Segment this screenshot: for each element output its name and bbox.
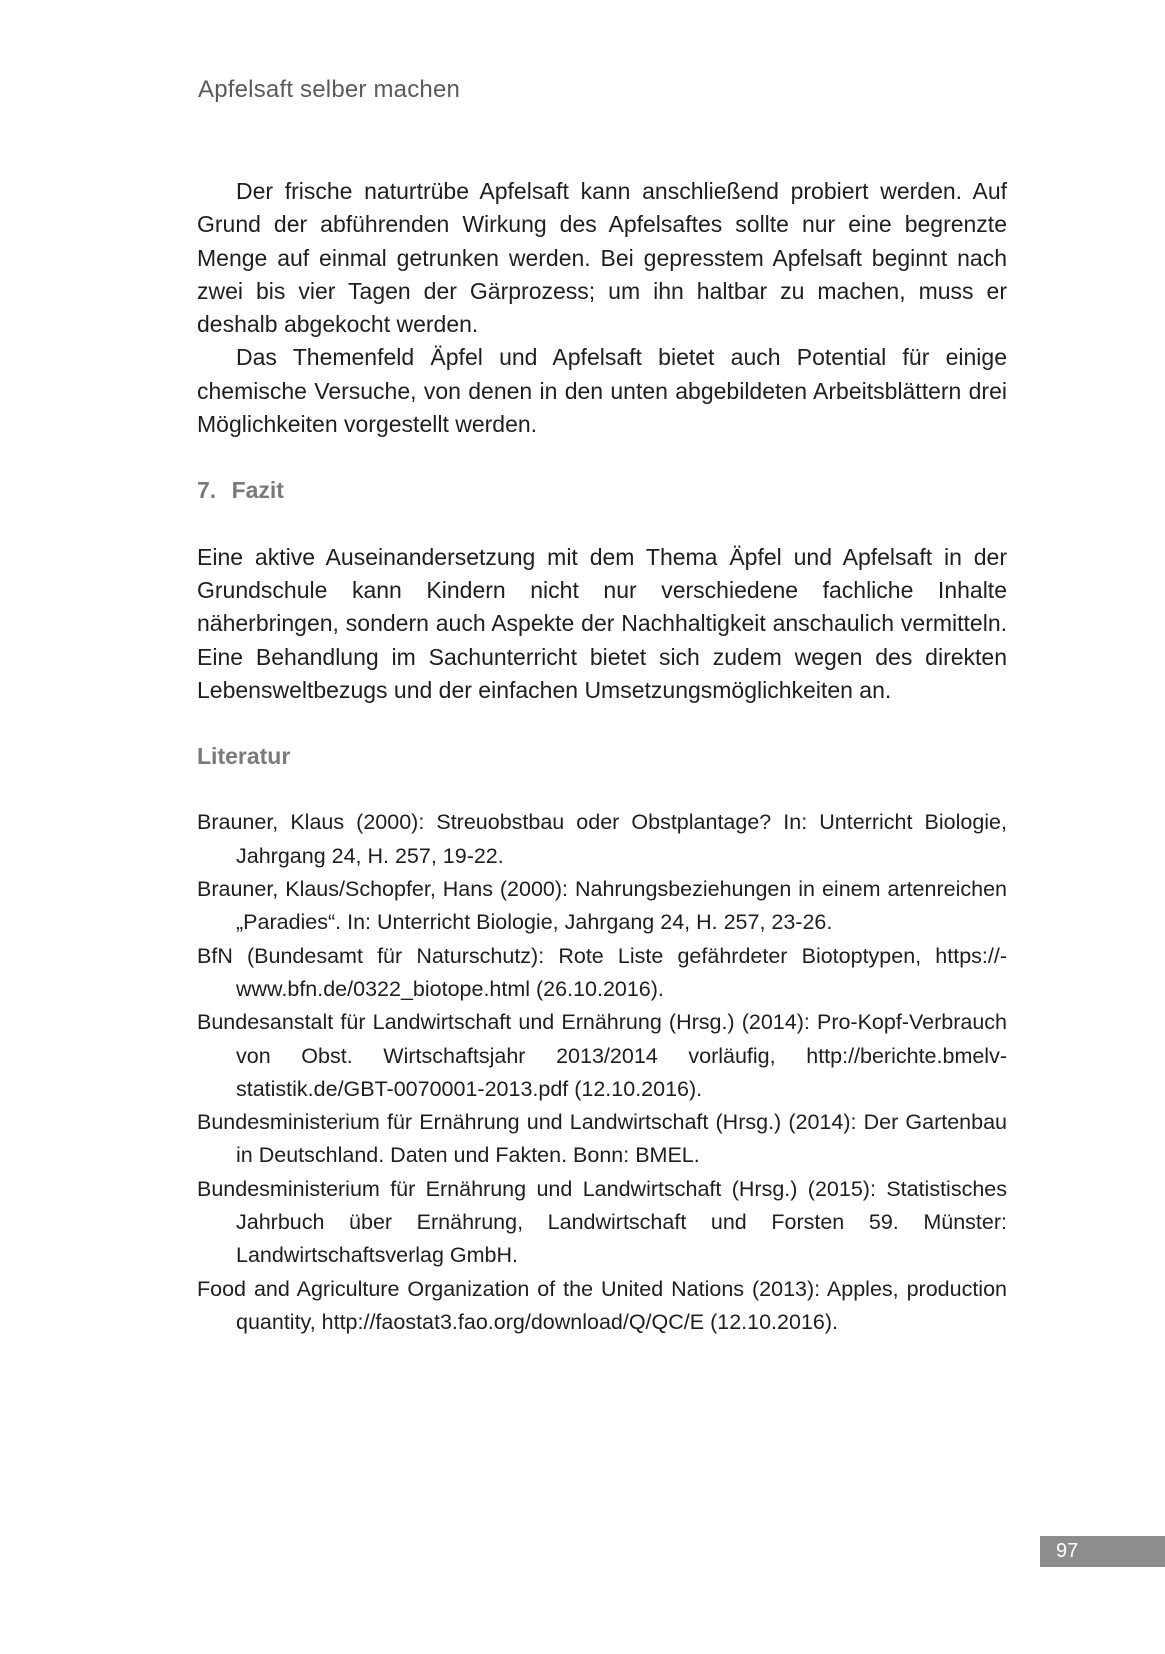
section-fazit xyxy=(197,541,1007,707)
reference-item: Brauner, Klaus (2000): Streuobstbau oder Obstplantage? In: Unterricht Biologie, Jahrgang 24, H. 257, 19-22. xyxy=(197,810,1007,868)
reference-item: Bundesministerium für Ernährung und Landwirtschaft (Hrsg.) (2015): Statistisches Jahrbuch über Ernährung, Landwirtschaft und Forsten 59. Münster: Landwirtschaftsverlag GmbH. xyxy=(197,1176,1007,1268)
paragraph: Das Themenfeld Äpfel und Apfelsaft bietet auch Potential für einige chemische Versuche, von denen in den unten abgebildeten Arbeitsblättern drei Möglichkeiten vorgestellt werden. xyxy=(197,344,1007,438)
page-number: 97 xyxy=(1040,1536,1165,1567)
section-number: 7. xyxy=(197,477,217,504)
page-content xyxy=(197,175,1007,1339)
reference-item: Brauner, Klaus/Schopfer, Hans (2000): Nahrungsbeziehungen in einem artenreichen „Paradies“. In: Unterricht Biologie, Jahrgang 24, H. 257, 23-26. xyxy=(197,877,1007,935)
reference-item: BfN (Bundesamt für Naturschutz): Rote Liste gefährdeter Biotoptypen, https://www.bfn.de/0322_biotope.html (26.10.2016). xyxy=(197,943,1007,1001)
reference-item: Bundesministerium für Ernährung und Landwirtschaft (Hrsg.) (2014): Der Gartenbau in Deutschland. Daten und Fakten. Bonn: BMEL. xyxy=(197,1110,1007,1168)
section-heading-fazit xyxy=(197,474,1007,507)
reference-item: Food and Agriculture Organization of the United Nations (2013): Apples, production quantity, http://faostat3.fao.org/download/Q/QC/E (12.10.2016). xyxy=(197,1276,1007,1334)
section-title: Fazit xyxy=(231,477,284,504)
section-intro xyxy=(197,175,1007,441)
paragraph: Der frische naturtrübe Apfelsaft kann anschließend probiert werden. Auf Grund der abführenden Wirkung des Apfelsaftes sollte nur eine begrenzte Menge auf einmal getrunken werden. Bei gepresstem Apfelsaft beginnt nach zwei bis vier Tagen der Gärprozess; um ihn haltbar zu machen, muss er deshalb abgekocht werden. xyxy=(197,178,1007,338)
reference-item: Bundesanstalt für Landwirtschaft und Ernährung (Hrsg.) (2014): Pro-Kopf-Verbrauch von Obst. Wirtschaftsjahr 2013/2014 vorläufig, http://berichte.bmelv-statistik.de/GBT-0070001-2013.pdf (12.10.2016). xyxy=(197,1010,1007,1101)
running-head: Apfelsaft selber machen xyxy=(198,76,461,103)
paragraph: Eine aktive Auseinandersetzung mit dem Thema Äpfel und Apfelsaft in der Grundschule kann Kindern nicht nur verschiedene fachliche Inhalte näherbringen, sondern auch Aspekte der Nachhaltigkeit anschaulich vermitteln. Eine Behandlung im Sachunterricht bietet sich zudem wegen des direkten Lebensweltbezugs und der einfachen Umsetzungsmöglichkeiten an. xyxy=(197,543,1007,703)
section-heading-literatur: Literatur xyxy=(197,743,291,770)
reference-list xyxy=(197,806,1007,1339)
